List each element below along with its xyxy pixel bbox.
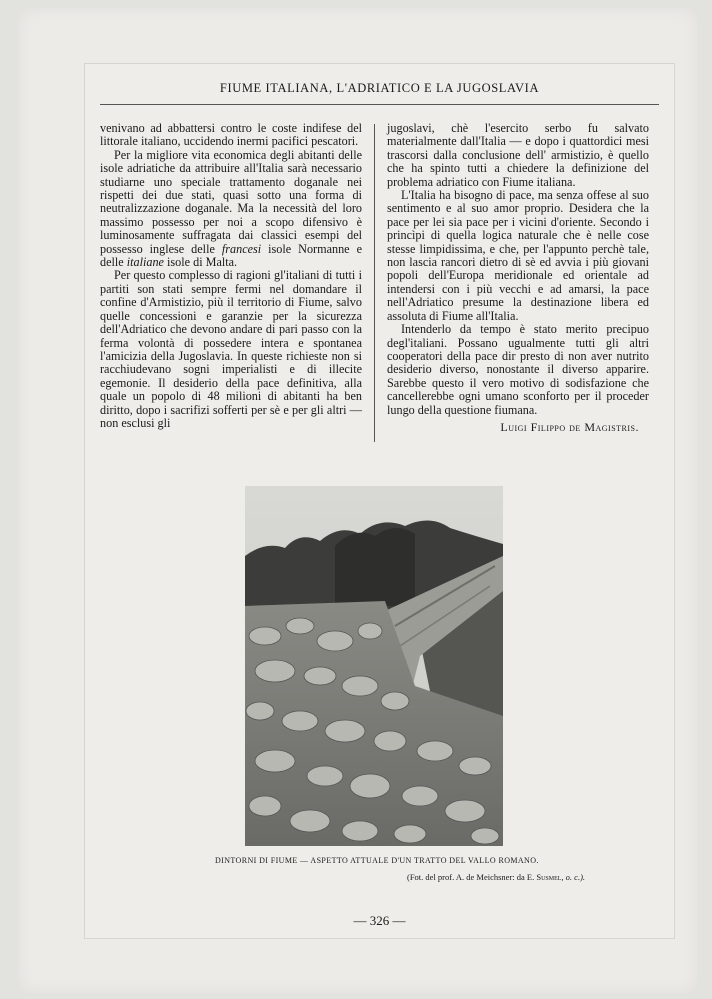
right-paragraph-3: Intenderlo da tempo è stato merito precipuo degl'italiani. Possano ugualmente tutti gli altri cooperatori della pace dir presto di non aver nutrito desiderio diverso, nonostante il diverso apparire. Sarebbe questo il vero motivo di sodisfazione che cancellerebbe ogni umano sconforto per il proceder lungo della questione fiumana.	[387, 322, 649, 417]
left-paragraph-1: venivano ad abbattersi contro le coste indifese del littorale italiano, uccidendo inermi pacifici pescatori.	[100, 121, 362, 149]
left-paragraph-3: Per questo complesso di ragioni gl'italiani di tutti i partiti son stati sempre fermi nel domandare il confine d'Armistizio, più il territorio di Fiume, salvo quelle concessioni e garanzie per la sicurezza dell'Adriatico che devono andare di pari passo con la ferma volontà di possedere intera e spontanea l'amicizia della Jugoslavia. In queste richieste non si racchiudevano sogni imperialisti e di illecite egemonie. Il desiderio della pace definitiva, alla quale un popolo di 48 milioni di abitanti ha ben diritto, dopo i sacrifizi sofferti per sè e per gli altri — non esclusi gli	[100, 268, 362, 430]
left-paragraph-2-text-a: Per la migliore vita economica degli abitanti delle isole adriatiche da attribuire all'Italia sarà necessario studiarne uno speciale trattamento doganale nei rispetti dei due stati, quasi sotto una forma di neutralizzazione doganale. Ma la necessità del loro massimo possesso per noi a scopo difensivo è luminosamente suffragata dai classici esempi del possesso inglese delle	[100, 147, 362, 256]
figure-caption: DINTORNI DI FIUME — ASPETTO ATTUALE D'UN TRATTO DEL VALLO ROMANO.	[215, 856, 539, 865]
photo-credit-author: Susmel	[536, 872, 562, 882]
page	[84, 63, 675, 939]
photograph-image	[245, 486, 503, 846]
left-column	[100, 122, 362, 430]
left-paragraph-2-text-c: isole di Malta.	[163, 255, 238, 270]
author-signature: Luigi Filippo de Magistris.	[500, 419, 639, 434]
right-paragraph-1: jugoslavi, chè l'esercito serbo fu salvato materialmente dall'Italia — e dopo i quattordici mesi trascorsi dalla conclusione dell' armistizio, è quello che ha spinto tutti a chiedere la definizione del problema adriatico con Fiume italiana.	[387, 121, 649, 189]
left-paragraph-2-text-b: isole Normanne e delle	[100, 241, 363, 270]
header-rule	[100, 104, 659, 105]
italic-italiane: italiane	[126, 255, 164, 270]
italic-francesi: francesi	[221, 241, 262, 256]
photo-credit-text-a: (Fot. del prof. A. de Meichsner: da E.	[407, 872, 537, 882]
page-number: — 326 —	[353, 913, 406, 928]
right-column	[387, 122, 649, 434]
right-paragraph-2: L'Italia ha bisogno di pace, ma senza offese al suo sentimento e al suo amor proprio. Desidera che la pace per lei sia pace per i vicini d'oriente. Secondo i princìpi di quella logica naturale che è nelle cose stesse limpidissima, e che, per l'appunto perchè tale, non lascia rancori dietro di sè ed avvia i più giovani popoli dell'Europa meridionale ed orientale ad intendersi con i più vecchi e ad amarsi, la pace nell'Adriatico presume la destinazione libera ed assoluta di Fiume all'Italia.	[387, 188, 649, 323]
running-header: FIUME ITALIANA, L'ADRIATICO E LA JUGOSLAVIA	[219, 81, 540, 95]
photo-credit-text-c: , o. c.).	[561, 872, 586, 882]
photo-credit	[407, 872, 667, 882]
column-divider	[374, 124, 375, 442]
left-paragraph-2	[100, 149, 362, 270]
photograph-roman-wall	[245, 486, 503, 846]
